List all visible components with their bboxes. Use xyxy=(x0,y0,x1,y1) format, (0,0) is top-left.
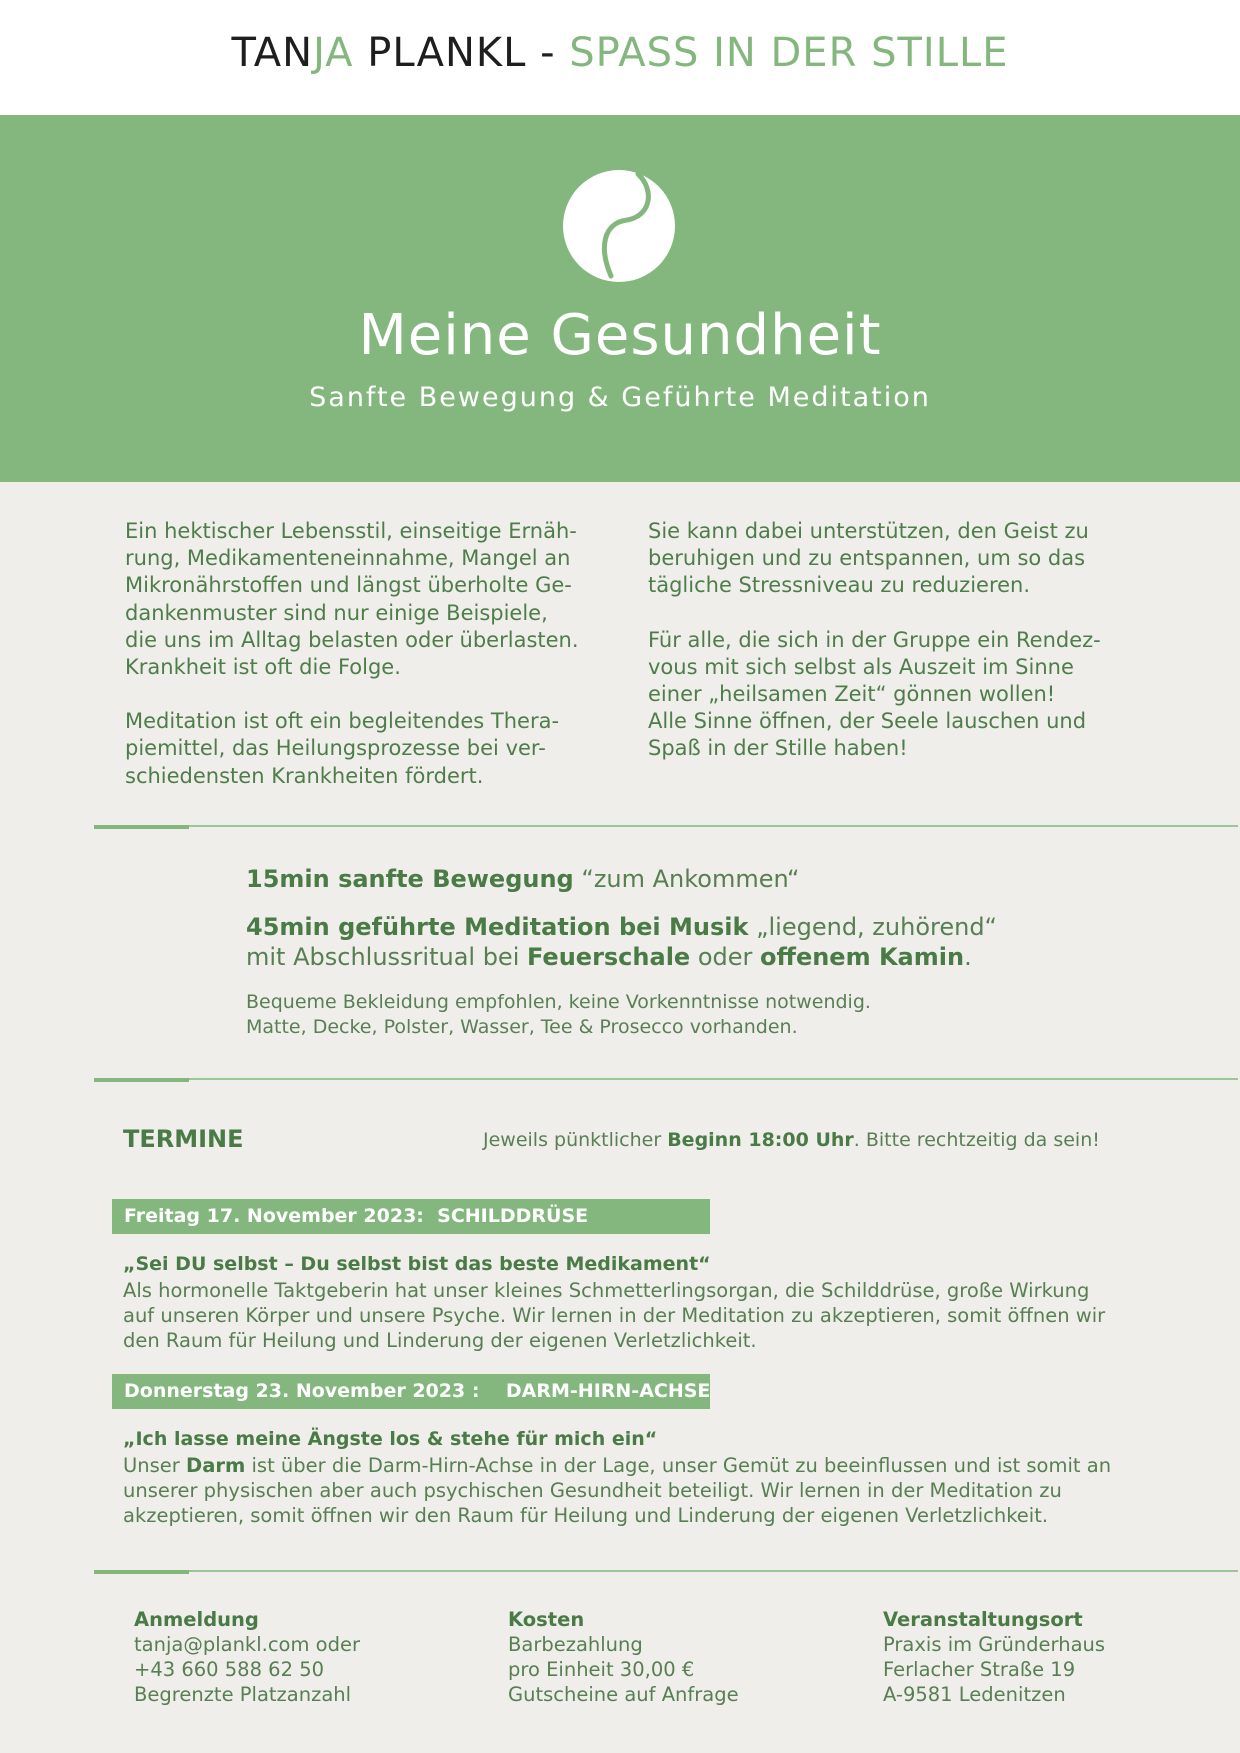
offer-line-3-c: oder xyxy=(690,943,761,971)
intro-right-paragraph-2 xyxy=(648,627,1168,763)
offer-line-3-a: mit Abschlussritual bei xyxy=(246,943,527,971)
intro-line: Krankheit ist oft die Folge. xyxy=(125,655,401,680)
footer-line: Barbezahlung xyxy=(508,1633,643,1656)
intro-line: einer „heilsamen Zeit“ gönnen wollen! xyxy=(648,682,1056,707)
event-quote: „Ich lasse meine Ängste los & stehe für mich ein“ xyxy=(123,1428,658,1450)
offer-note-2: Matte, Decke, Polster, Wasser, Tee & Prosecco vorhanden. xyxy=(246,1016,798,1038)
intro-line: tägliche Stressniveau zu reduzieren. xyxy=(648,573,1031,598)
termine-info xyxy=(483,1129,1100,1151)
event-description xyxy=(123,1453,1143,1528)
event-date: Freitag 17. November 2023: xyxy=(124,1205,424,1227)
yin-yang-icon xyxy=(563,170,675,282)
footer-kosten xyxy=(508,1607,868,1707)
footer-price: pro Einheit 30,00 € xyxy=(508,1658,695,1681)
hero-title: Meine Gesundheit xyxy=(358,303,882,368)
intro-right-paragraph-1 xyxy=(648,518,1168,600)
footer-line: Gutscheine auf Anfrage xyxy=(508,1683,739,1706)
offer-line-1 xyxy=(246,865,1066,893)
intro-line: Für alle, die sich in der Gruppe ein Rendez- xyxy=(648,627,1101,652)
footer-heading: Anmeldung xyxy=(134,1608,259,1631)
offer-notes xyxy=(246,990,1066,1040)
intro-line: die uns im Alltag belasten oder überlasten. xyxy=(125,627,579,652)
event-topic: DARM-HIRN-ACHSE xyxy=(505,1380,711,1402)
intro-line: dankenmuster sind nur einige Beispiele, xyxy=(125,600,548,625)
event-date-bar xyxy=(112,1374,710,1409)
footer-address: A-9581 Ledenitzen xyxy=(883,1683,1066,1706)
footer-anmeldung xyxy=(134,1607,494,1707)
event-date-bar xyxy=(112,1199,710,1234)
intro-line: Mikronährstoffen und längst überholte Ge- xyxy=(125,573,572,598)
offer-line-2-bold: 45min geführte Meditation bei Musik xyxy=(246,913,749,941)
termine-heading: TERMINE xyxy=(123,1125,244,1153)
footer-line: Praxis im Gründerhaus xyxy=(883,1633,1106,1656)
intro-line: rung, Medikamenteneinnahme, Mangel an xyxy=(125,546,571,571)
intro-line: vous mit sich selbst als Auszeit im Sinne xyxy=(648,654,1074,679)
event-topic: SCHILDDRÜSE xyxy=(437,1205,589,1227)
event-description xyxy=(123,1278,1143,1353)
intro-left-paragraph-2 xyxy=(125,708,635,790)
offer-note-1: Bequeme Bekleidung empfohlen, keine Vorkenntnisse notwendig. xyxy=(246,991,871,1013)
offer-line-1-rest: “zum Ankommen“ xyxy=(573,865,800,893)
offer-line-1-bold: 15min sanfte Bewegung xyxy=(246,865,574,893)
offer-line-3-b: Feuerschale xyxy=(527,943,691,971)
termine-info-c: . Bitte rechtzeitig da sein! xyxy=(853,1129,1100,1151)
offer-line-3-d: offenem Kamin xyxy=(760,943,965,971)
event-text-line: den Raum für Heilung und Linderung der eigenen Verletzlichkeit. xyxy=(123,1329,757,1352)
offer-line-2 xyxy=(246,912,1066,972)
event-text-line: Als hormonelle Taktgeberin hat unser kleines Schmetterlingsorgan, die Schilddrüse, große Wirkung xyxy=(123,1279,1090,1302)
event-text-bold: Darm xyxy=(186,1454,246,1477)
event-text-pre: Unser xyxy=(123,1454,187,1477)
footer-email[interactable]: tanja@plankl.com oder xyxy=(134,1633,361,1656)
brand-title xyxy=(0,30,1240,76)
intro-right-column xyxy=(648,518,1168,790)
footer-heading: Veranstaltungsort xyxy=(883,1608,1083,1631)
brand-part-4: SPASS IN DER STILLE xyxy=(569,30,1009,76)
event-text-line: unserer physischen aber auch psychischen Gesundheit beteiligt. Wir lernen in der Meditation zu xyxy=(123,1479,1062,1502)
brand-part-1: TAN xyxy=(231,30,314,76)
intro-line: piemittel, das Heilungsprozesse bei ver- xyxy=(125,736,546,761)
footer-heading: Kosten xyxy=(508,1608,585,1631)
event-text-line: auf unseren Körper und unsere Psyche. Wir lernen in der Meditation zu akzeptieren, somit öffnen wir xyxy=(123,1304,1106,1327)
intro-line: Meditation ist oft ein begleitendes Thera- xyxy=(125,709,560,734)
intro-line: Spaß in der Stille haben! xyxy=(648,736,908,761)
offer-line-3-e: . xyxy=(964,943,972,971)
intro-left-paragraph-1 xyxy=(125,518,635,681)
section-divider xyxy=(94,1078,1238,1080)
hero-subtitle: Sanfte Bewegung & Geführte Meditation xyxy=(309,382,931,413)
footer-veranstaltungsort xyxy=(883,1607,1240,1707)
event-date: Donnerstag 23. November 2023 : xyxy=(124,1380,480,1402)
intro-left-column xyxy=(125,518,635,817)
footer-address: Ferlacher Straße 19 xyxy=(883,1658,1076,1681)
event-text-line: ist über die Darm-Hirn-Achse in der Lage, unser Gemüt zu beeinflussen und ist somit an xyxy=(245,1454,1112,1477)
event-text-line: akzeptieren, somit öffnen wir den Raum für Heilung und Linderung der eigenen Verletzlichkeit. xyxy=(123,1504,1049,1527)
offer-line-2-rest: „liegend, zuhörend“ xyxy=(748,913,997,941)
brand-part-3: PLANKL - xyxy=(353,30,570,76)
event-quote: „Sei DU selbst – Du selbst bist das beste Medikament“ xyxy=(123,1253,711,1275)
intro-line: Ein hektischer Lebensstil, einseitige Ernäh- xyxy=(125,519,577,543)
intro-line: beruhigen und zu entspannen, um so das xyxy=(648,546,1086,571)
section-divider xyxy=(94,825,1238,827)
termine-info-a: Jeweils pünktlicher xyxy=(483,1129,668,1151)
footer-phone[interactable]: +43 660 588 62 50 xyxy=(134,1658,325,1681)
intro-line: Sie kann dabei unterstützen, den Geist zu xyxy=(648,519,1089,543)
footer-line: Begrenzte Platzanzahl xyxy=(134,1683,352,1706)
brand-part-2: JA xyxy=(313,30,354,76)
intro-line: Alle Sinne öffnen, der Seele lauschen und xyxy=(648,709,1087,734)
intro-line: schiedensten Krankheiten fördert. xyxy=(125,763,484,788)
termine-info-b: Beginn 18:00 Uhr xyxy=(667,1129,854,1151)
section-divider xyxy=(94,1570,1238,1572)
